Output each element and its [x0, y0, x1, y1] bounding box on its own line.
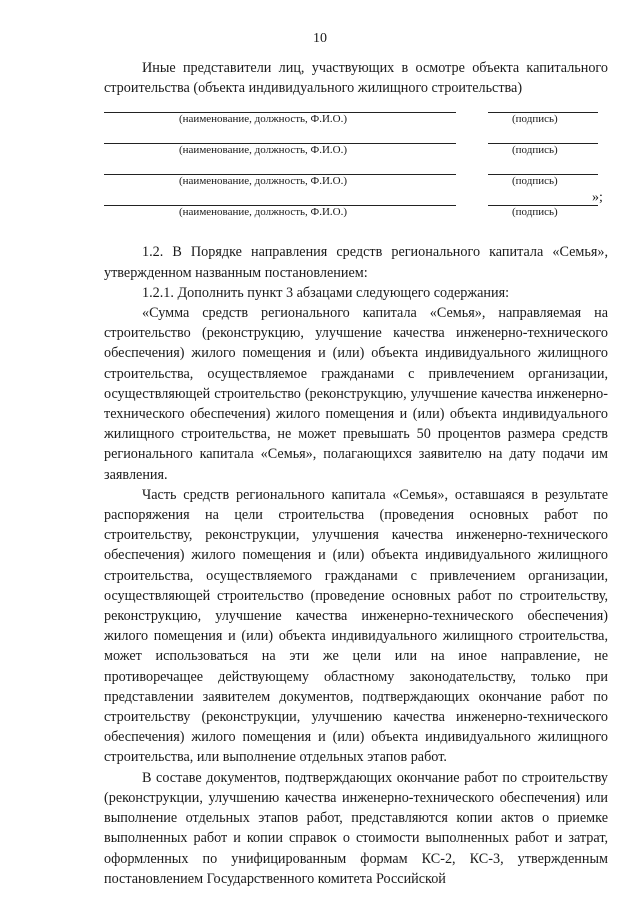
signature-caption: (подпись) [512, 206, 558, 219]
paragraph-documents: В составе документов, подтверждающих окончание работ по строительству (реконструкции, улучшению качества инженерно-технического обеспечения) или выполнение отдельных этапов работ, представляются копии актов о приемке выполненных работ и копии справок о стоимости выполненных работ и затрат, оформленных по унифицированным формам КС-2, КС-3, утвержденным постановлением Государственного комитета Российской [104, 769, 608, 887]
signature-row [104, 112, 608, 143]
signature-row [104, 143, 608, 174]
signature-caption: (подпись) [512, 175, 558, 188]
page-number: 10 [313, 31, 327, 46]
signature-block [104, 112, 608, 236]
signature-caption: (подпись) [512, 113, 558, 126]
signature-caption: (подпись) [512, 144, 558, 157]
signature-row [104, 190, 608, 236]
paragraph-sum-limit: «Сумма средств регионального капитала «Семья», направляемая на строительство (реконструкцию, улучшение качества инженерно-технического обеспечения) жилого помещения и (или) объекта индивидуального жилищного строительства, осуществляемое гражданами с привлечением организации, осуществляющей строительство (реконструкцию, улучшение качества инженерно-технического обеспечения) жилого помещения и (или) объекта индивидуального жилищного строительства, не может превышать 50 процентов размера средств регионального капитала «Семья», полагающихся заявителю на дату подачи им заявления. [104, 305, 608, 483]
paragraph-remaining-part: Часть средств регионального капитала «Семья», оставшаяся в результате распоряжения на цели строительства (проведения основных работ по строительству, реконструкции, улучшения качества инженерно-технического обеспечения) жилого помещения и (или) объекта индивидуального жилищного строительства, осуществляемого гражданами с привлечением организации, осуществляющей строительство (проведение основных работ по строительству, реконструкцию, улучшение качества инженерно-технического обеспечения) жилого помещения и (или) объекта индивидуального жилищного строительства, может использоваться на эти же цели или на иное направление, не противоречащее действующему областному законодательству, только при представлении заявителем документов, подтверждающих окончание работ по строительству (реконструкции, улучшению качества инженерно-технического обеспечения) жилого помещения и (или) объекта индивидуального жилищного строительства, или выполнение отдельных этапов работ. [104, 486, 608, 766]
paragraph-1-2: 1.2. В Порядке направления средств регионального капитала «Семья», утвержденном названным постановлением: [104, 244, 608, 281]
closing-quote-mark: »; [592, 190, 603, 206]
name-caption: (наименование, должность, Ф.И.О.) [179, 206, 348, 219]
document-body [104, 58, 608, 889]
amendments-section [104, 242, 608, 889]
signature-row [104, 174, 608, 205]
name-caption: (наименование, должность, Ф.И.О.) [179, 144, 348, 157]
paragraph-1-2-1: 1.2.1. Дополнить пункт 3 абзацами следующего содержания: [142, 284, 510, 301]
name-caption: (наименование, должность, Ф.И.О.) [179, 175, 348, 188]
intro-paragraph: Иные представители лиц, участвующих в осмотре объекта капитального строительства (объекта индивидуального жилищного строительства) [104, 60, 608, 97]
name-caption: (наименование, должность, Ф.И.О.) [179, 113, 348, 126]
